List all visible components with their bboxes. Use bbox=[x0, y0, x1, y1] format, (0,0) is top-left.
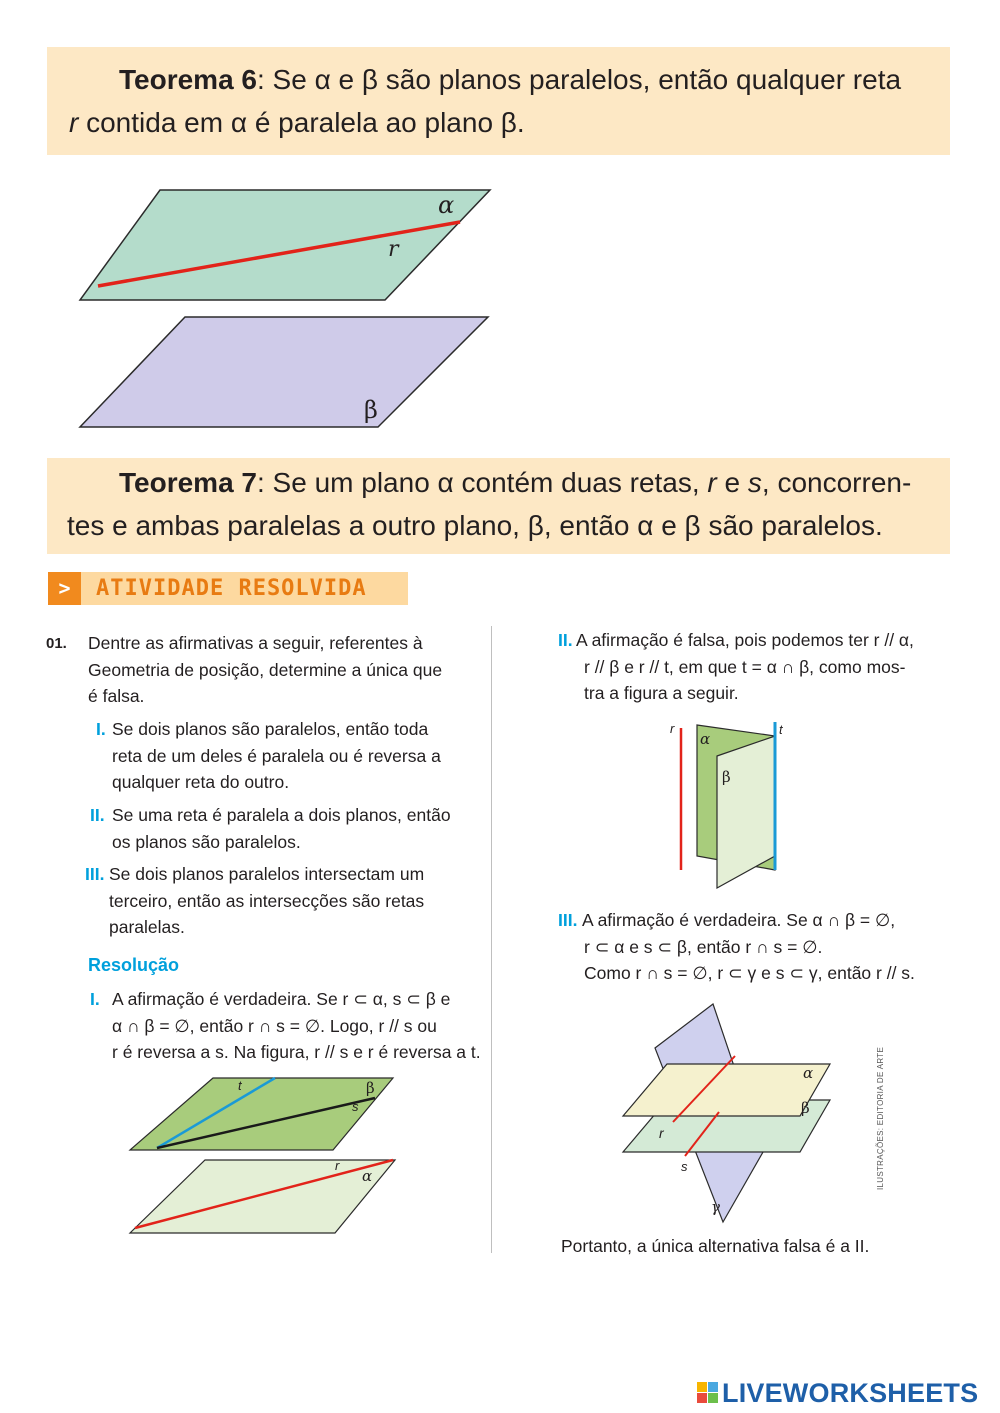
logo-badge-icon bbox=[697, 1382, 719, 1404]
resolution-III: III. A afirmação é verdadeira. Se α ∩ β = ∅, r ⊂ α e s ⊂ β, então r ∩ s = ∅. Como r ∩ s = ∅, r ⊂ γ e s ⊂ γ, então r // s. bbox=[558, 910, 915, 983]
item-I: I. Se dois planos são paralelos, então toda reta de um deles é paralela ou é reversa a qualquer reta do outro. bbox=[96, 719, 441, 792]
theorem-6-line1: Teorema 6: Se α e β são planos paralelos, então qualquer reta bbox=[119, 64, 902, 95]
plane-alpha-III bbox=[623, 1064, 830, 1116]
label-t-II: t bbox=[779, 722, 783, 737]
conclusion: Portanto, a única alternativa falsa é a II. bbox=[561, 1236, 870, 1256]
item-II: II. Se uma reta é paralela a dois planos, então os planos são paralelos. bbox=[90, 805, 451, 852]
theorem-6-title: Teorema 6 bbox=[119, 64, 257, 95]
liveworksheets-logo bbox=[697, 1378, 993, 1410]
question-number: 01. bbox=[46, 635, 67, 652]
theorem-7-box bbox=[47, 458, 950, 554]
label-r-I: r bbox=[335, 1158, 340, 1173]
figure-parallel-planes bbox=[70, 180, 500, 435]
label-t: t bbox=[238, 1078, 242, 1093]
label-s: s bbox=[352, 1099, 359, 1114]
resolution-I: I. A afirmação é verdadeira. Se r ⊂ α, s ⊂ β e α ∩ β = ∅, então r ∩ s = ∅. Logo, r // s ou r é reversa a s. Na figura, r // s e r é reversa a t. bbox=[90, 989, 481, 1062]
theorem-6-box bbox=[47, 47, 950, 155]
logo-text: LIVEWORKSHEETS bbox=[722, 1378, 979, 1408]
label-r: r bbox=[388, 237, 399, 262]
item-III: III. Se dois planos paralelos intersectam um terceiro, então as intersecções são retas paralelas. bbox=[85, 864, 425, 937]
label-r-III: r bbox=[659, 1125, 664, 1141]
resolution-heading: Resolução bbox=[88, 955, 180, 975]
figure-I bbox=[125, 1073, 400, 1243]
label-beta-II: β bbox=[722, 768, 731, 786]
label-alpha-III: α bbox=[803, 1064, 814, 1082]
resolution-II: II. A afirmação é falsa, pois podemos ter r // α, r // β e r // t, em que t = α ∩ β, como mos- tra a figura a seguir. bbox=[558, 630, 914, 703]
figure-III bbox=[615, 1000, 865, 1230]
banner-arrow-icon: > bbox=[48, 572, 81, 605]
theorem-7-line1: Teorema 7: Se um plano α contém duas retas, r e s, concorren- bbox=[119, 467, 912, 498]
label-gamma: γ bbox=[711, 1198, 720, 1216]
question-stem: Dentre as afirmativas a seguir, referentes à Geometria de posição, determine a única que é falsa. bbox=[88, 633, 443, 706]
label-s-III: s bbox=[681, 1159, 688, 1174]
figure-II bbox=[665, 718, 795, 893]
theorem-7-line2: tes e ambas paralelas a outro plano, β, então α e β são paralelos. bbox=[67, 510, 883, 541]
label-beta-I: β bbox=[366, 1079, 375, 1097]
theorem-6-line2: r contida em α é paralela ao plano β. bbox=[69, 107, 525, 138]
label-beta: β bbox=[364, 396, 378, 424]
label-alpha-II: α bbox=[700, 730, 711, 748]
plane-alpha bbox=[80, 190, 490, 300]
banner-label: ATIVIDADE RESOLVIDA bbox=[96, 576, 367, 601]
label-alpha: α bbox=[438, 191, 455, 219]
plane-beta bbox=[80, 317, 488, 427]
illustration-credit: ILUSTRAÇÕES: EDITORIA DE ARTE bbox=[876, 1046, 885, 1190]
label-alpha-I: α bbox=[362, 1167, 373, 1185]
label-beta-III: β bbox=[801, 1099, 810, 1117]
activity-banner bbox=[48, 572, 408, 605]
theorem-7-title: Teorema 7 bbox=[119, 467, 257, 498]
label-r-II: r bbox=[670, 721, 675, 736]
column-divider bbox=[491, 626, 492, 1253]
